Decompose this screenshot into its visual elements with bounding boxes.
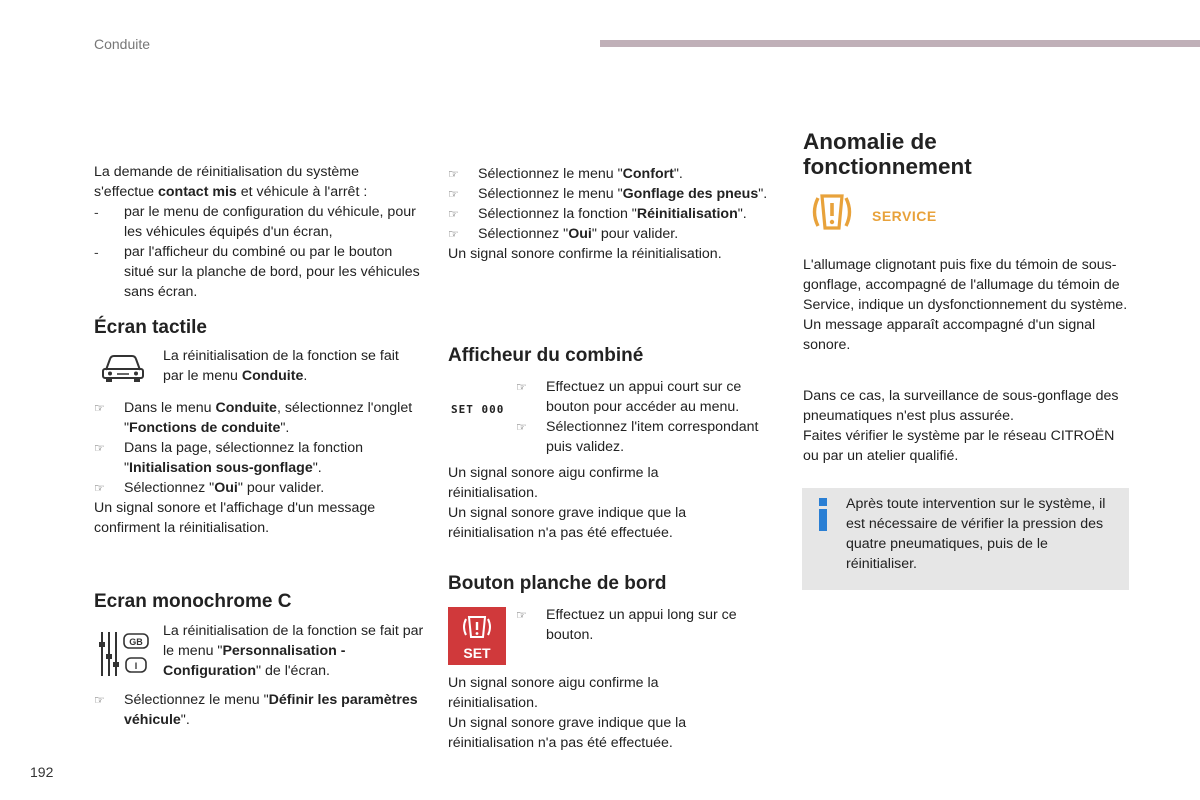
step-item: ☞ Sélectionnez la fonction "Réinitialisation".: [448, 206, 747, 222]
set-button-icon: [448, 607, 506, 665]
intro-line2: s'effectue contact mis et véhicule à l'arrêt :: [94, 184, 368, 200]
mono-icon-text: La réinitialisation de la fonction se fait par le menu "Personnalisation - Configuration" de l'écran.: [163, 623, 424, 679]
afficheur-steps: [516, 377, 766, 457]
col2-top-steps: [448, 164, 778, 264]
dash-item: - par l'afficheur du combiné ou par le bouton situé sur la planche de bord, pour les véhicules sans écran.: [94, 244, 420, 300]
set-button-label: SET: [463, 645, 491, 661]
bouton-steps: [516, 605, 766, 645]
info-text: Après toute intervention sur le système, il est nécessaire de vérifier la pression des quatre pneumatiques, puis de le réinitialiser.: [846, 496, 1106, 572]
intro-block: [94, 162, 424, 302]
col2-confirm-top: Un signal sonore confirme la réinitialisation.: [448, 246, 722, 262]
tactile-confirm: Un signal sonore et l'affichage d'un message confirment la réinitialisation.: [94, 500, 376, 536]
heading-ecran-tactile: Écran tactile: [94, 317, 207, 338]
step-item: ☞ Sélectionnez le menu "Gonflage des pneus".: [448, 186, 768, 202]
mono-steps: [94, 690, 424, 730]
tactile-icon-text: La réinitialisation de la fonction se fait par le menu Conduite.: [163, 348, 399, 384]
step-item: ☞ Dans le menu Conduite, sélectionnez l'onglet "Fonctions de conduite".: [94, 400, 413, 436]
service-warning-label: SERVICE: [872, 208, 937, 224]
afficheur-confirm: Un signal sonore aigu confirme la réinitialisation. Un signal sonore grave indique que la réinitialisation n'a pas été effectuée.: [448, 465, 687, 541]
step-item: ☞ Sélectionnez le menu "Définir les paramètres véhicule".: [94, 692, 418, 728]
info-box: [802, 488, 1129, 590]
anomalie-text-1: L'allumage clignotant puis fixe du témoin de sous-gonflage, accompagné de l'allumage du témoin de Service, indique un dysfonctionnement du système. Un message apparaît accompagné d'un signal sonore.: [803, 257, 1128, 353]
combine-display: SET 000: [451, 403, 505, 416]
anomalie-text-2: Dans ce cas, la surveillance de sous-gonflage des pneumatiques n'est plus assurée. Faites vérifier le système par le réseau CITROËN ou par un atelier qualifié.: [803, 388, 1119, 464]
settings-sliders-icon: [96, 628, 152, 680]
heading-afficheur: Afficheur du combiné: [448, 345, 644, 366]
svg-text:I: I: [134, 661, 138, 671]
heading-anomalie: Anomalie de fonctionnement: [803, 129, 972, 179]
bouton-confirm: Un signal sonore aigu confirme la réinitialisation. Un signal sonore grave indique que la réinitialisation n'a pas été effectuée.: [448, 675, 687, 751]
header-section-label: Conduite: [94, 36, 151, 52]
header-bar: [600, 40, 1200, 47]
step-item: ☞ Effectuez un appui long sur ce bouton.: [516, 607, 737, 643]
svg-text:GB: GB: [129, 637, 143, 647]
step-item: ☞ Sélectionnez "Oui" pour valider.: [448, 226, 679, 242]
step-item: ☞ Sélectionnez "Oui" pour valider.: [94, 480, 325, 496]
car-icon: [99, 348, 147, 386]
page-number: 192: [30, 764, 54, 780]
tactile-steps: [94, 398, 424, 538]
heading-ecran-monochrome: Ecran monochrome C: [94, 591, 292, 612]
step-item: ☞ Effectuez un appui court sur ce bouton pour accéder au menu.: [516, 379, 742, 415]
intro-line1: La demande de réinitialisation du système: [94, 164, 359, 180]
step-item: ☞ Sélectionnez l'item correspondant puis validez.: [516, 419, 759, 455]
dash-item: - par le menu de configuration du véhicule, pour les véhicules équipés d'un écran,: [94, 204, 416, 240]
step-item: ☞ Sélectionnez le menu "Confort".: [448, 166, 683, 182]
step-item: ☞ Dans la page, sélectionnez la fonction "Initialisation sous-gonflage".: [94, 440, 363, 476]
info-icon: [819, 498, 829, 532]
tyre-pressure-warning-icon: [808, 194, 856, 234]
heading-bouton-planche: Bouton planche de bord: [448, 573, 667, 594]
